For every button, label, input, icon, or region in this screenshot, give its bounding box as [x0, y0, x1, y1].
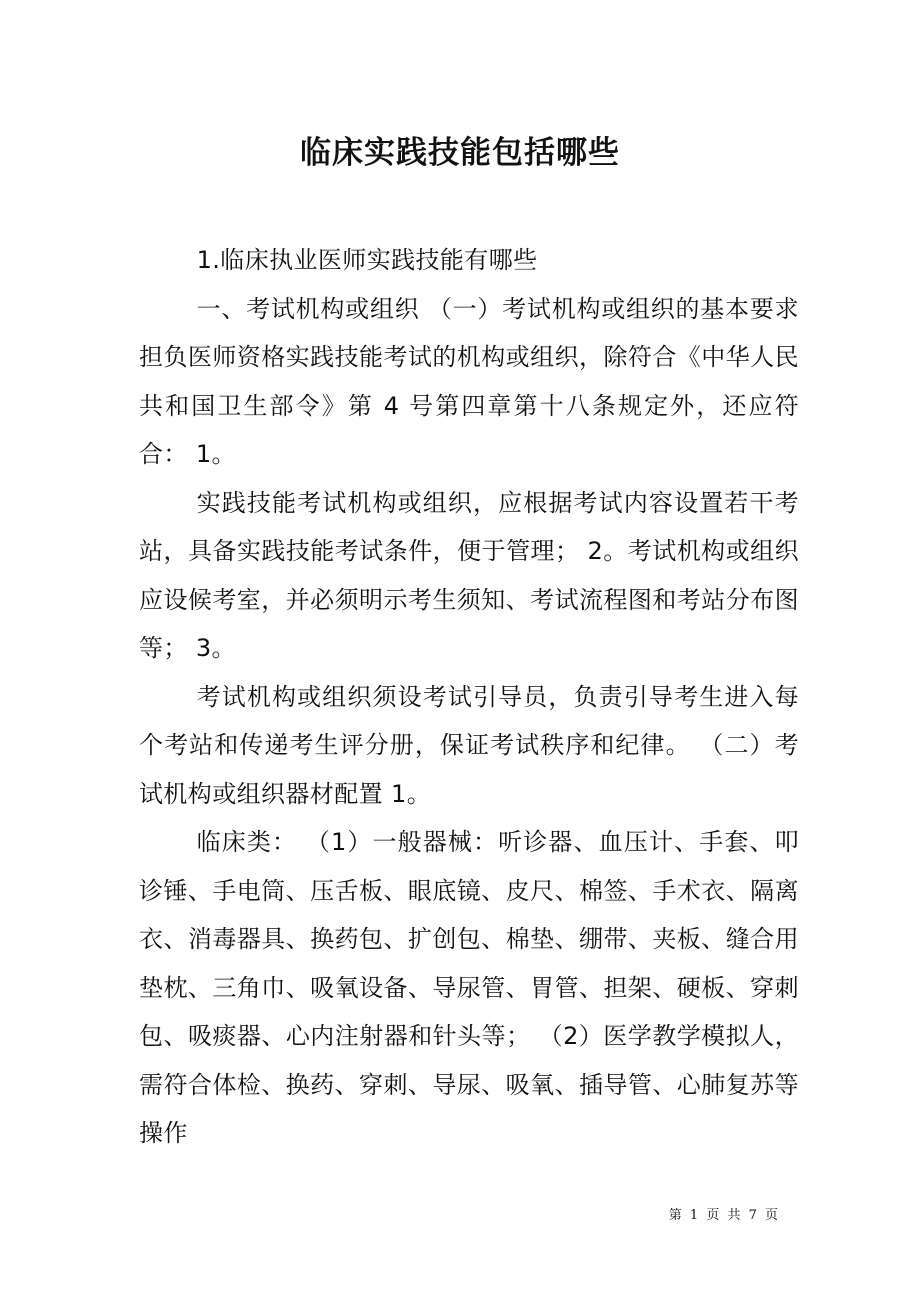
paragraph-heading: 1.临床执业医师实践技能有哪些: [196, 246, 538, 274]
paragraph-exam-stations: 实践技能考试机构或组织，应根据考试内容设置若干考站，具备实践技能考试条件，便于管理； 2。考试机构或组织应设候考室，并必须明示考生须知、考试流程图和考站分布图等； 3。: [139, 488, 799, 662]
paragraph-clinical-equipment: 临床类： （1）一般器械：听诊器、血压计、手套、叩诊锤、手电筒、压舌板、眼底镜、皮尺、棉签、手术衣、隔离衣、消毒器具、换药包、扩创包、棉垫、绷带、夹板、缝合用垫枕、三角巾、吸氧设备、导尿管、胃管、担架、硬板、穿刺包、吸痰器、心内注射器和针头等； （2）医学教学模拟人，需符合体检、换药、穿刺、导尿、吸氧、插导管、心肺复苏等操作: [139, 828, 799, 1147]
document-body: [139, 236, 799, 1158]
document-title: 临床实践技能包括哪些: [300, 135, 620, 171]
page-number-footer: 第 1 页 共 7 页: [668, 1208, 780, 1223]
paragraph-exam-institution: 一、考试机构或组织 （一）考试机构或组织的基本要求担负医师资格实践技能考试的机构或组织，除符合《中华人民共和国卫生部令》第 4 号第四章第十八条规定外，还应符合： 1。: [139, 294, 799, 468]
paragraph-exam-guides: 考试机构或组织须设考试引导员，负责引导考生进入每个考站和传递考生评分册，保证考试秩序和纪律。 （二）考试机构或组织器材配置 1。: [139, 682, 799, 808]
